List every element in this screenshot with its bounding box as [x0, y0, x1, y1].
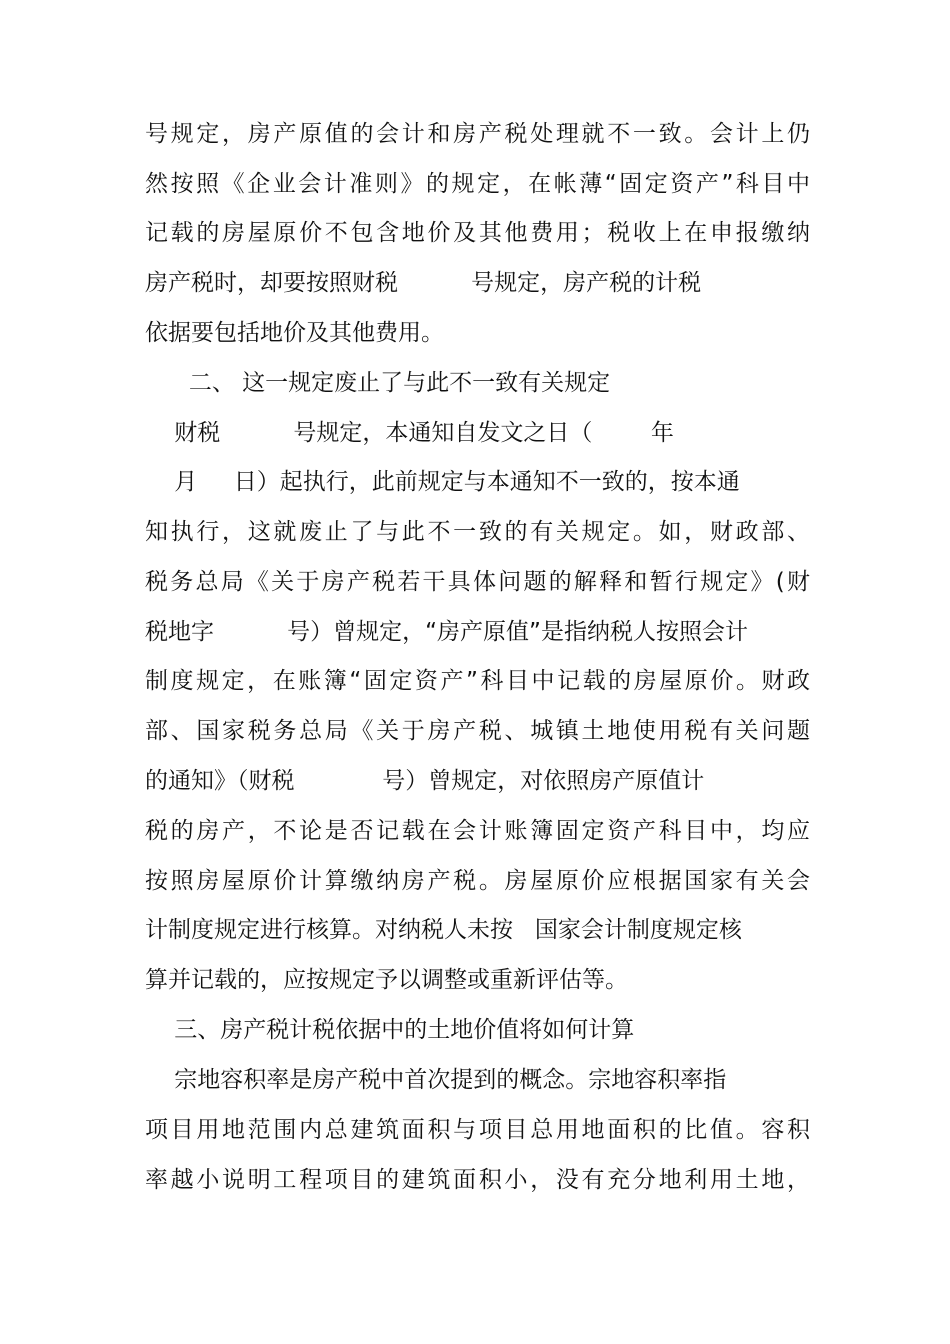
text-line-17: 计制度规定进行核算。对纳税人未按 国家会计制度规定核	[145, 917, 742, 943]
text-line-7: 财税 号规定，本通知自发文之日（ 年	[145, 420, 674, 446]
text-line-20: 宗地容积率是房产税中首次提到的概念。宗地容积率指	[145, 1067, 727, 1093]
text-line-11: 税地字 号）曾规定，“房产原值”是指纳税人按照会计	[145, 619, 748, 645]
text-line-14: 的通知》（财税 号）曾规定，对依照房产原值计	[145, 768, 705, 794]
text-line-21: 项目用地范围内总建筑面积与项目总用地面积的比值。容积	[145, 1117, 810, 1143]
text-line-9: 知执行，这就废止了与此不一致的有关规定。如，财政部、	[145, 519, 810, 545]
text-line-5: 依据要包括地价及其他费用。	[145, 320, 444, 346]
text-line-2: 然按照《企业会计准则》的规定，在帐薄“固定资产”科目中	[145, 171, 810, 197]
text-line-1: 号规定，房产原值的会计和房产税处理就不一致。会计上仍	[145, 121, 810, 147]
text-line-22: 率越小说明工程项目的建筑面积小，没有充分地利用土地，	[145, 1167, 810, 1193]
text-line-10: 税务总局《关于房产税若干具体问题的解释和暂行规定》(财	[145, 569, 810, 595]
text-line-8: 月 日）起执行，此前规定与本通知不一致的，按本通	[145, 469, 740, 495]
text-line-15: 税的房产，不论是否记载在会计账簿固定资产科目中，均应	[145, 818, 810, 844]
text-line-13: 部、国家税务总局《关于房产税、城镇土地使用税有关问题	[145, 718, 810, 744]
text-line-16: 按照房屋原价计算缴纳房产税。房屋原价应根据国家有关会	[145, 868, 810, 894]
section-heading-3: 三、房产税计税依据中的土地价值将如何计算	[145, 1017, 635, 1043]
text-line-3: 记载的房屋原价不包含地价及其他费用；税收上在申报缴纳	[145, 220, 810, 246]
section-heading-2: 二、 这一规定废止了与此不一致有关规定	[145, 370, 611, 396]
text-line-12: 制度规定，在账簿“固定资产”科目中记载的房屋原价。财政	[145, 668, 810, 694]
text-line-4: 房产税时，却要按照财税 号规定，房产税的计税	[145, 270, 702, 296]
text-line-18: 算并记载的，应按规定予以调整或重新评估等。	[145, 967, 628, 993]
